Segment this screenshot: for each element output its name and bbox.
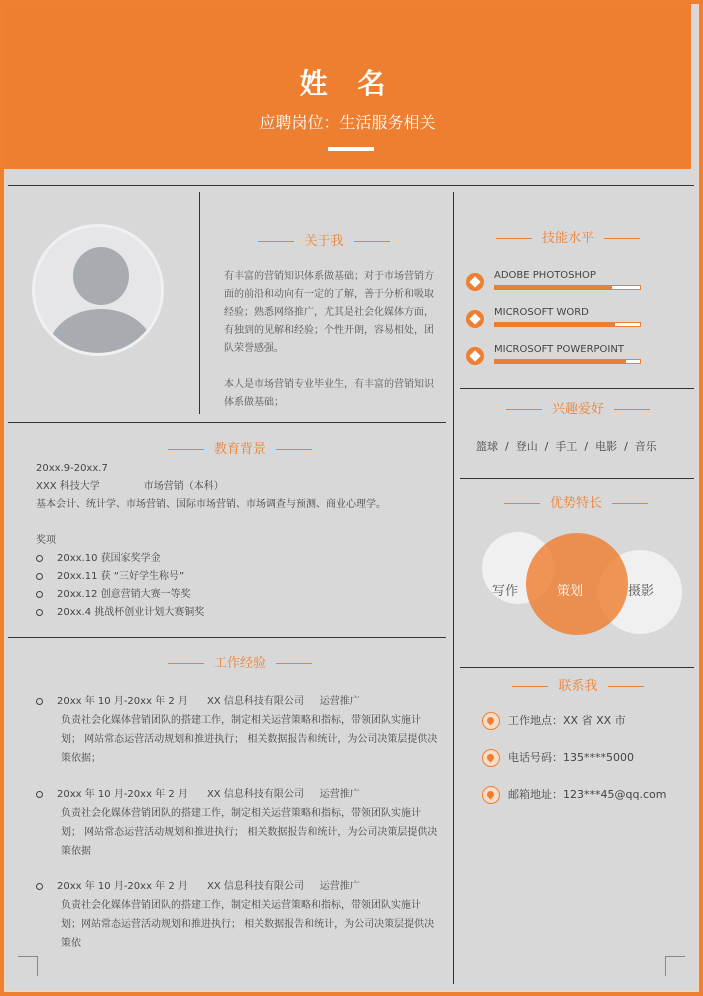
skill-item: MICROSOFT WORD [466, 307, 646, 331]
education-section [36, 460, 436, 622]
hobbies-list: 篮球 / 登山 / 手工 / 电影 / 音乐 [476, 440, 657, 453]
bullet-icon [36, 883, 43, 890]
corner-mark [665, 956, 685, 976]
contact-item: 工作地点：XX 省 XX 市 [482, 712, 626, 730]
strength-label: 策划 [557, 584, 584, 599]
skill-bar [494, 322, 641, 327]
phone-icon [482, 749, 500, 767]
work-description: 负责社会化媒体营销团队的搭建工作，制定相关运营策略和指标，带领团队实施计划； 网站常态运营活动规划和推进执行； 相关数据报告和统计，为公司决策层提供决策依据 [61, 808, 438, 857]
bullet-icon [36, 698, 43, 705]
bullet-icon [36, 609, 43, 616]
strength-label: 摄影 [628, 584, 655, 599]
work-description: 负责社会化媒体营销团队的搭建工作，制定相关运营策略和指标，带领团队实施计划；网站常态运营活动规划和推进执行； 相关数据报告和统计，为公司决策层提供决策依 [61, 900, 435, 949]
avatar-body [49, 309, 153, 356]
award-item: 20xx.10 获国家奖学金 [36, 550, 436, 568]
divider [460, 388, 694, 389]
avatar-head [73, 247, 129, 305]
work-item [36, 785, 440, 861]
award-item: 20xx.11 获 “三好学生称号” [36, 568, 436, 586]
skills-title: 技能水平 [478, 227, 658, 246]
divider [8, 637, 446, 638]
skill-fill [495, 360, 626, 363]
photoshop-icon [466, 273, 484, 291]
bullet-icon [36, 555, 43, 562]
education-title: 教育背景 [150, 438, 330, 457]
school-name: XXX 科技大学 [36, 481, 100, 492]
hobbies-title: 兴趣爱好 [488, 398, 668, 417]
location-icon [482, 712, 500, 730]
word-icon [466, 310, 484, 328]
strength-label: 写作 [492, 584, 519, 599]
major: 市场营销（本科） [143, 481, 224, 492]
about-title: 关于我 [244, 230, 404, 249]
divider [460, 478, 694, 479]
divider [199, 192, 200, 414]
avatar [32, 224, 164, 356]
header-banner [4, 2, 691, 169]
award-item: 20xx.12 创意营销大赛一等奖 [36, 586, 436, 604]
bullet-icon [36, 791, 43, 798]
about-paragraph: 有丰富的营销知识体系做基础；对于市场营销方面的前沿和动向有一定的了解，善于分析和吸取经验；熟悉网络推广，尤其是社会化媒体方面，有独到的见解和经验；个性开朗，容易相处，团队荣誉感强。 [224, 271, 434, 354]
education-school-line [36, 478, 436, 496]
contact-title: 联系我 [498, 675, 658, 694]
education-courses: 基本会计、统计学、市场营销、国际市场营销、市场调查与预测、商业心理学。 [36, 499, 386, 510]
candidate-name: 姓 名 [299, 67, 396, 100]
header-divider [328, 147, 374, 151]
divider [460, 667, 694, 668]
work-header: 20xx 年 10 月-20xx 年 2 月 XX 信息科技有限公司 运营推广 [57, 789, 360, 800]
work-description: 负责社会化媒体营销团队的搭建工作，制定相关运营策略和指标，带领团队实施计划； 网站常态运营活动规划和推进执行； 相关数据报告和统计，为公司决策层提供决策依据； [61, 715, 438, 764]
bullet-icon [36, 591, 43, 598]
contact-item: 电话号码：135****5000 [482, 749, 634, 767]
about-paragraph: 本人是市场营销专业毕业生，有丰富的营销知识体系做基础； [224, 379, 434, 408]
education-period: 20xx.9-20xx.7 [36, 463, 108, 474]
about-text [224, 268, 440, 430]
contact-item: 邮箱地址：123***45@qq.com [482, 786, 666, 804]
skill-bar [494, 359, 641, 364]
skill-item: MICROSOFT POWERPOINT [466, 344, 646, 368]
work-title: 工作经验 [150, 652, 330, 671]
skill-item: ADOBE PHOTOSHOP [466, 270, 646, 294]
bullet-icon [36, 573, 43, 580]
work-header: 20xx 年 10 月-20xx 年 2 月 XX 信息科技有限公司 运营推广 [57, 881, 360, 892]
divider [453, 192, 454, 984]
skill-fill [495, 286, 612, 289]
divider [8, 185, 694, 186]
skill-bar [494, 285, 641, 290]
work-item [36, 692, 440, 768]
strengths-title: 优势特长 [486, 492, 666, 511]
corner-mark [18, 956, 38, 976]
award-item: 20xx.4 挑战杯创业计划大赛铜奖 [36, 604, 436, 622]
awards-label: 奖项 [36, 535, 56, 546]
mail-icon [482, 786, 500, 804]
powerpoint-icon [466, 347, 484, 365]
work-header: 20xx 年 10 月-20xx 年 2 月 XX 信息科技有限公司 运营推广 [57, 696, 360, 707]
skill-fill [495, 323, 615, 326]
job-title: 应聘岗位：生活服务相关 [259, 113, 436, 132]
work-item [36, 877, 440, 953]
